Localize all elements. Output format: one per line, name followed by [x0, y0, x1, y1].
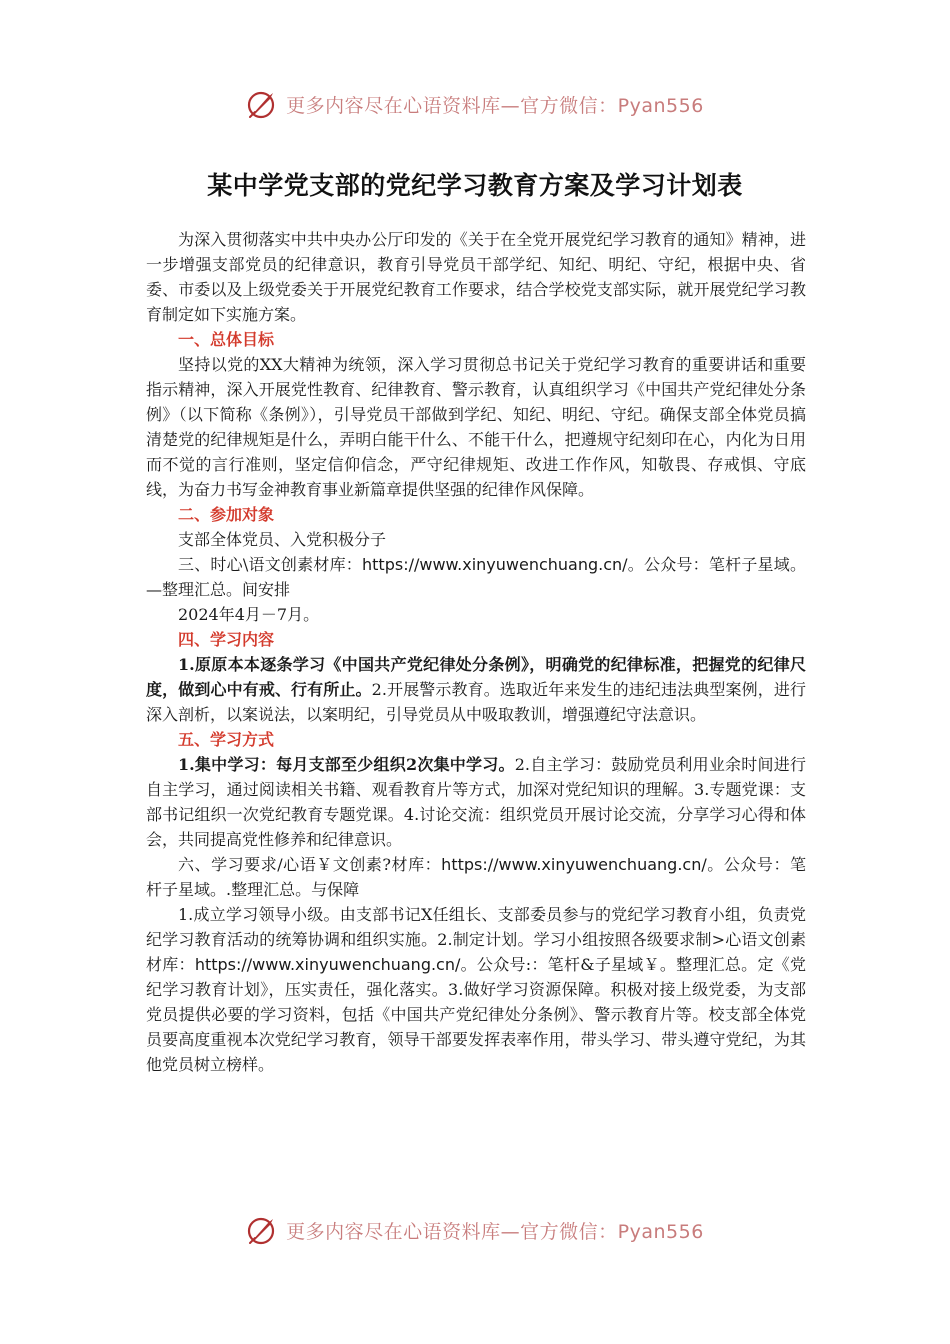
section-heading-participants: 二、参加对象 [178, 505, 275, 524]
document-title: 某中学党支部的党纪学习教育方案及学习计划表 [207, 171, 743, 200]
requirements-prefix: 六、学习要求/心语￥文创素?材库： [178, 855, 442, 874]
section-body-content [146, 652, 806, 727]
method-items-rest: 2.自主学习：鼓励党员利用业余时间进行自主学习，通过阅读相关书籍、观看教育片等方式，加深对党纪知识的理解。3.专题党课：支部书记组织一次党纪教育专题党课。4.讨论交流：组织党员开展讨论交流，分享学习心得和体会，共同提高党性修养和纪律意识。 [146, 755, 806, 849]
method-item-1: 1.集中学习：每月支部至少组织2次集中学习。 [178, 755, 515, 774]
header-banner [0, 84, 950, 124]
section-body-requirements [146, 902, 806, 1077]
requirements-suffix: 。公众号：笔杆子星域。.整理汇总。与保障 [146, 855, 806, 899]
section-time-suffix: 。公众号：笔杆子星域。—整理汇总。间安排 [146, 555, 806, 599]
section-body-goals: 坚持以党的XX大精神为统领，深入学习贯彻总书记关于党纪学习教育的重要讲话和重要指示精神，深入开展党性教育、纪律教育、警示教育，认真组织学习《中国共产党纪律处分条例》（以下简称《条例》），引导党员干部做到学纪、知纪、明纪、守纪。确保支部全体党员搞清楚党的纪律规矩是什么，弄明白能干什么、不能干什么，把遵规守纪刻印在心，内化为日用而不觉的言行准则，坚定信仰信念，严守纪律规矩、改进工作作风，知敬畏、存戒惧、守底线，为奋力书写金神教育事业新篇章提供坚强的纪律作风保障。 [146, 355, 806, 499]
requirements-part-2: 。公众号:：笔杆&子星域￥。整理汇总。定《党纪学习教育计划》，压实责任，强化落实。3.做好学习资源保障。积极对接上级党委，为支部党员提供必要的学习资料，包括《中国共产党纪律处分条例》、警示教育片等。校支部全体党员要高度重视本次党纪学习教育，领导干部要发挥表率作用，带头学习、带头遵守党纪，为其他党员树立榜样。 [146, 955, 806, 1074]
section-body-participants: 支部全体党员、入党积极分子 [178, 530, 387, 549]
banner-text: 更多内容尽在心语资料库—官方微信：Pyan556 [286, 94, 704, 117]
quill-logo-icon [246, 88, 278, 120]
section-heading-methods: 五、学习方式 [178, 730, 275, 749]
intro-paragraph: 为深入贯彻落实中共中央办公厅印发的《关于在全党开展党纪学习教育的通知》精神，进一步增强支部党员的纪律意识，教育引导党员干部学纪、知纪、明纪、守纪，根据中央、省委、市委以及上级党委关于开展党纪教育工作要求，结合学校党支部实际，就开展党纪学习教育制定如下实施方案。 [146, 230, 806, 324]
source-url: https://www.xinyuwenchuang.cn/ [362, 555, 628, 574]
content-item-2: 2.开展警示教育。选取近年来发生的违纪违法典型案例，进行深入剖析，以案说法，以案明纪，引导党员从中吸取教训，增强遵纪守法意识。 [146, 680, 806, 724]
section-heading-content: 四、学习内容 [178, 630, 275, 649]
requirements-part-1: 1.成立学习领导小级。由支部书记X任组长、支部委员参与的党纪学习教育小组，负责党纪学习教育活动的统筹协调和组织实施。2.制定计划。学习小组按照各级要求制>心语文创素材库： [146, 905, 806, 974]
section-time-prefix: 三、时心\语文创素材库： [178, 555, 363, 574]
source-url: https://www.xinyuwenchuang.cn/ [441, 855, 707, 874]
source-url: https://www.xinyuwenchuang.cn/ [194, 955, 461, 974]
banner-text: 更多内容尽在心语资料库—官方微信：Pyan556 [286, 1220, 704, 1243]
content-item-1: 1.原原本本逐条学习《中国共产党纪律处分条例》，明确党的纪律标准，把握党的纪律尺度，做到心中有戒、行有所止。 [146, 655, 806, 699]
section-requirements-heading [146, 852, 806, 902]
date-line: 2024年4月－7月。 [178, 605, 320, 624]
footer-banner [0, 1210, 950, 1250]
quill-logo-icon [246, 1214, 278, 1246]
section-heading-goals: 一、总体目标 [178, 330, 275, 349]
section-body-methods [146, 752, 806, 852]
document-body [146, 227, 806, 1077]
section-time-paragraph [146, 552, 806, 602]
